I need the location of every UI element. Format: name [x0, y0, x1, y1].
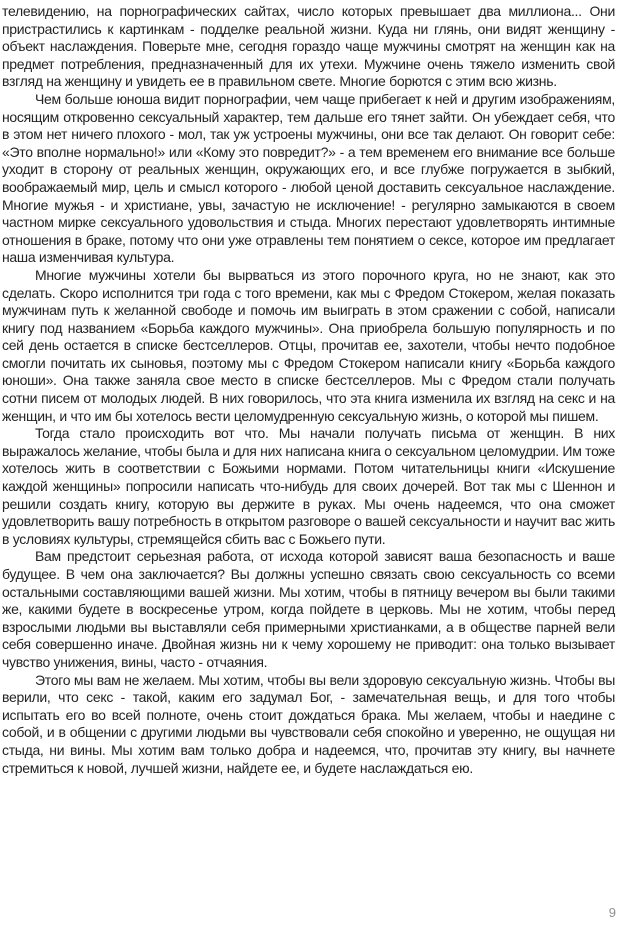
paragraph: Этого мы вам не желаем. Мы хотим, чтобы вы вели здоровую сексуальную жизнь. Чтобы вы верили, что секс - такой, каким его задумал Бог, - замечательная вещь, и для того чтобы испытать его во всей полноте, очень стоит дождаться брака. Мы желаем, чтобы и наедине с собой, и в общении с другими людьми вы чувствовали себя спокойно и уверенно, не ощущая ни стыда, ни вины. Мы хотим вам только добра и надеемся, что, прочитав эту книгу, вы начнете стремиться к новой, лучшей жизни, найдете ее, и будете наслаждаться ею. [2, 671, 615, 776]
paragraph: Вам предстоит серьезная работа, от исхода которой зависят ваша безопасность и ваше будущее. В чем она заключается? Вы должны успешно связать свою сексуальность со всеми остальными составляющими вашей жизни. Мы хотим, чтобы в пятницу вечером вы были такими же, какими будете в воскресенье утром, когда пойдете в церковь. Мы не хотим, чтобы перед взрослыми людьми вы выставляли себя примерными христианками, а в обществе парней вели себя совершенно иначе. Двойная жизнь ни к чему хорошему не приводит: она только вызывает чувство унижения, вины, часто - отчаяния. [2, 548, 615, 670]
paragraph: Чем больше юноша видит порнографии, чем чаще прибегает к ней и другим изображениям, носящим откровенно сексуальный характер, тем дальше его тянет зайти. Он убеждает себя, что в этом нет ничего плохого - мол, так уж устроены мужчины, они все так делают. Он говорит себе: «Это вполне нормально!» или «Кому это повредит?» - а тем временем его внимание все больше уходит в сторону от реальных женщин, окружающих его, и все глубже погружается в зыбкий, воображаемый мир, цель и смысл которого - любой ценой доставить сексуальное наслаждение. Многие мужья - и христиане, увы, зачастую не исключение! - регулярно замыкаются в своем частном мирке сексуального удовольствия и стыда. Многих перестают удовлетворять интимные отношения в браке, потому что они уже отравлены тем понятием о сексе, которое им предлагает наша изменчивая культура. [2, 90, 615, 266]
page-text-block [2, 3, 615, 777]
page-number: 9 [608, 905, 616, 920]
paragraph-continuation: телевидению, на порнографических сайтах, число которых превышает два миллиона... Они пристрастились к картинкам - подделке реальной жизни. Куда ни глянь, они видят женщину - объект наслаждения. Поверьте мне, сегодня гораздо чаще мужчины смотрят на женщин как на предмет потребления, предназначенный для их утехи. Мужчине очень тяжело изменить свой взгляд на женщину и увидеть ее в правильном свете. Многие борются с этим всю жизнь. [2, 3, 615, 90]
paragraph: Многие мужчины хотели бы вырваться из этого порочного круга, но не знают, как это сделать. Скоро исполнится три года с того времени, как мы с Фредом Стокером, желая показать мужчинам путь к желанной свободе и помочь им выиграть в этом сражении с собой, написали книгу под названием «Борьба каждого мужчины». Она приобрела большую популярность и по сей день остается в списке бестселлеров. Отцы, прочитав ее, захотели, чтобы нечто подобное смогли почитать их сыновья, поэтому мы с Фредом Стокером написали книгу «Борьба каждого юноши». Она также заняла свое место в списке бестселлеров. Мы с Фредом стали получать сотни писем от молодых людей. В них говорилось, что эта книга изменила их взгляд на секс и на женщин, и что им бы хотелось вести целомудренную сексуальную жизнь, о которой мы пишем. [2, 266, 615, 424]
paragraph: Тогда стало происходить вот что. Мы начали получать письма от женщин. В них выражалось желание, чтобы была и для них написана книга о сексуальном целомудрии. Им тоже хотелось жить в соответствии с Божьими нормами. Потом читательницы книги «Искушение каждой женщины» попросили написать что-нибудь для своих дочерей. Вот так мы с Шеннон и решили создать книгу, которую вы держите в руках. Мы очень надеемся, что она сможет удовлетворить вашу потребность в открытом разговоре о вашей сексуальности и научит вас жить в условиях культуры, стремящейся сбить вас с Божьего пути. [2, 425, 615, 547]
